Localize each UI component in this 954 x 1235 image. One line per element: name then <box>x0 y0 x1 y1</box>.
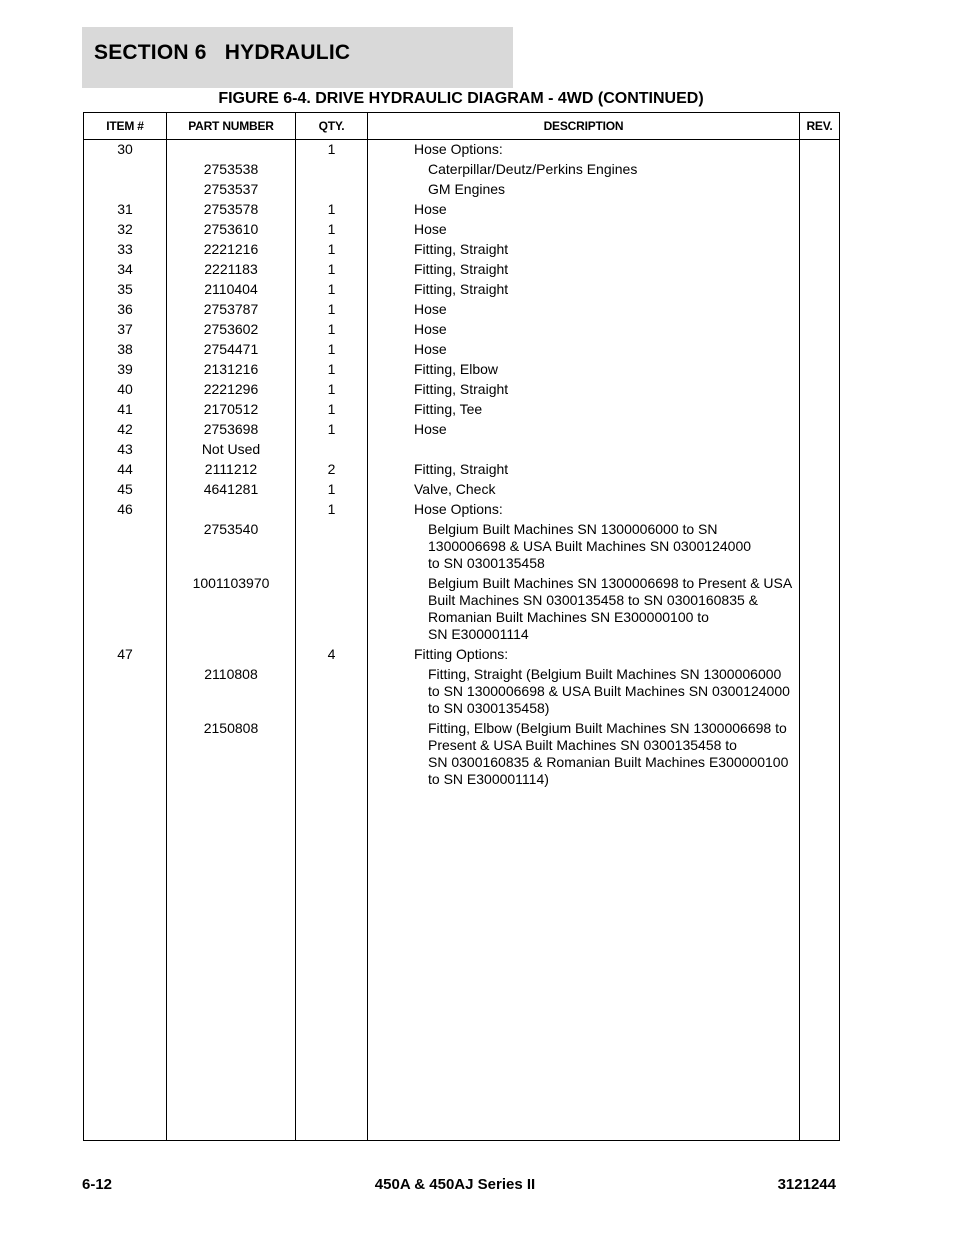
quantity-cell: 1 <box>327 261 336 277</box>
column-header-qty: QTY. <box>318 119 345 133</box>
description-cell: Hose <box>414 201 447 217</box>
description-cell: Fitting, Straight <box>414 381 509 397</box>
part-number-cell: 2170512 <box>203 401 259 417</box>
table-row <box>84 401 839 418</box>
table-row <box>84 301 839 318</box>
table-row <box>84 321 839 338</box>
description-cell: Hose <box>414 341 447 357</box>
description-cell: Valve, Check <box>414 481 496 497</box>
part-number-cell: 2753602 <box>203 321 259 337</box>
parts-table <box>83 112 840 1141</box>
item-number-cell: 38 <box>117 341 133 357</box>
quantity-cell: 1 <box>327 401 336 417</box>
description-cell: Fitting, Tee <box>414 401 483 417</box>
item-number-cell: 30 <box>117 141 133 157</box>
quantity-cell: 1 <box>327 221 336 237</box>
quantity-cell: 1 <box>327 481 336 497</box>
part-number-cell: 2753610 <box>203 221 259 237</box>
part-number-cell: 2753540 <box>203 521 259 537</box>
description-cell: Hose Options: <box>414 141 503 157</box>
part-number-cell: 2221183 <box>204 261 258 277</box>
description-cell: Fitting, Straight <box>414 261 509 277</box>
part-number-cell: 2150808 <box>203 720 259 736</box>
footer-doc-number: 3121244 <box>777 1176 836 1193</box>
column-header-part-number: PART NUMBER <box>188 119 274 133</box>
table-row <box>84 161 839 178</box>
column-header-item: ITEM # <box>106 119 144 133</box>
item-number-cell: 37 <box>117 321 133 337</box>
table-row <box>84 666 839 717</box>
item-number-cell: 39 <box>117 361 133 377</box>
description-cell: Hose <box>414 221 447 237</box>
item-number-cell: 41 <box>117 401 133 417</box>
footer-model: 450A & 450AJ Series II <box>374 1176 536 1193</box>
table-row <box>84 381 839 398</box>
part-number-cell: 2131216 <box>203 361 259 377</box>
quantity-cell: 2 <box>327 461 336 477</box>
item-number-cell: 47 <box>117 646 133 662</box>
footer-page-number: 6-12 <box>82 1176 113 1193</box>
quantity-cell: 1 <box>327 321 336 337</box>
description-cell: Belgium Built Machines SN 1300006698 to Present & USA Built Machines SN 0300135458 to SN 0300160835 & Romanian Built Machines SN E300000100 to SN E300001114 <box>428 575 793 642</box>
description-cell: Fitting, Straight (Belgium Built Machines SN 1300006000 to SN 1300006698 & USA Built Machines SN 0300124000 to SN 0300135458) <box>428 666 790 716</box>
table-row <box>84 341 839 358</box>
description-cell: Fitting, Straight <box>414 461 509 477</box>
table-row <box>84 521 839 572</box>
table-row <box>84 181 839 198</box>
part-number-cell: 2753537 <box>203 181 259 197</box>
part-number-cell: 1001103970 <box>192 575 270 591</box>
column-header-description: DESCRIPTION <box>543 119 624 133</box>
item-number-cell: 32 <box>117 221 133 237</box>
item-number-cell: 45 <box>117 481 133 497</box>
quantity-cell: 1 <box>327 381 336 397</box>
column-header-rev: REV. <box>806 119 833 133</box>
part-number-cell: 2111212 <box>204 461 258 477</box>
description-cell: Fitting Options: <box>414 646 509 662</box>
table-row <box>84 261 839 278</box>
description-cell: Fitting, Elbow (Belgium Built Machines SN 1300006698 to Present & USA Built Machines SN 0300135458 to SN 0300160835 & Romanian Built Machines E300000100 to SN E300001114) <box>428 720 789 787</box>
description-cell: Caterpillar/Deutz/Perkins Engines <box>428 161 638 177</box>
item-number-cell: 43 <box>117 441 133 457</box>
part-number-cell: 2754471 <box>203 341 259 357</box>
table-row <box>84 646 839 663</box>
table-row <box>84 221 839 238</box>
description-cell <box>414 441 794 458</box>
table-row <box>84 201 839 218</box>
item-number-cell: 40 <box>117 381 133 397</box>
quantity-cell: 1 <box>327 301 336 317</box>
description-cell: Fitting, Straight <box>414 241 509 257</box>
item-number-cell: 34 <box>117 261 133 277</box>
quantity-cell: 1 <box>327 501 336 517</box>
quantity-cell: 1 <box>327 241 336 257</box>
quantity-cell: 1 <box>327 281 336 297</box>
header-divider <box>84 139 839 140</box>
part-number-cell: 2221216 <box>203 241 259 257</box>
part-number-cell: Not Used <box>201 441 261 457</box>
description-cell: Hose <box>414 321 447 337</box>
part-number-cell: 2753787 <box>203 301 259 317</box>
section-title: SECTION 6 HYDRAULIC <box>94 41 351 64</box>
item-number-cell: 35 <box>117 281 133 297</box>
quantity-cell: 1 <box>327 341 336 357</box>
description-cell: Hose <box>414 421 447 437</box>
part-number-cell: 4641281 <box>203 481 259 497</box>
table-row <box>84 421 839 438</box>
table-row <box>84 141 839 158</box>
figure-title: FIGURE 6-4. DRIVE HYDRAULIC DIAGRAM - 4WD (CONTINUED) <box>218 90 704 107</box>
table-row <box>84 281 839 298</box>
table-row <box>84 501 839 518</box>
section-header-band <box>82 27 513 88</box>
table-row <box>84 461 839 478</box>
part-number-cell: 2753698 <box>203 421 259 437</box>
quantity-cell: 1 <box>327 141 336 157</box>
part-number-cell: 2753538 <box>203 161 259 177</box>
table-row <box>84 720 839 788</box>
table-body <box>84 141 839 791</box>
table-row <box>84 441 839 458</box>
item-number-cell: 31 <box>117 201 133 217</box>
item-number-cell: 46 <box>117 501 133 517</box>
item-number-cell: 44 <box>117 461 133 477</box>
item-number-cell: 36 <box>117 301 133 317</box>
description-cell: Hose <box>414 301 447 317</box>
description-cell: Hose Options: <box>414 501 503 517</box>
table-row <box>84 241 839 258</box>
quantity-cell: 4 <box>327 646 336 662</box>
description-cell: GM Engines <box>428 181 506 197</box>
description-cell: Fitting, Elbow <box>414 361 499 377</box>
table-row <box>84 361 839 378</box>
description-cell: Belgium Built Machines SN 1300006000 to SN 1300006698 & USA Built Machines SN 0300124000 to SN 0300135458 <box>428 521 752 571</box>
table-row <box>84 481 839 498</box>
part-number-cell: 2221296 <box>203 381 259 397</box>
table-row <box>84 575 839 643</box>
quantity-cell: 1 <box>327 201 336 217</box>
item-number-cell: 33 <box>117 241 133 257</box>
item-number-cell: 42 <box>117 421 133 437</box>
description-cell: Fitting, Straight <box>414 281 509 297</box>
part-number-cell: 2110808 <box>204 666 258 682</box>
part-number-cell: 2110404 <box>204 281 258 297</box>
part-number-cell: 2753578 <box>203 201 259 217</box>
quantity-cell: 1 <box>327 421 336 437</box>
quantity-cell: 1 <box>327 361 336 377</box>
